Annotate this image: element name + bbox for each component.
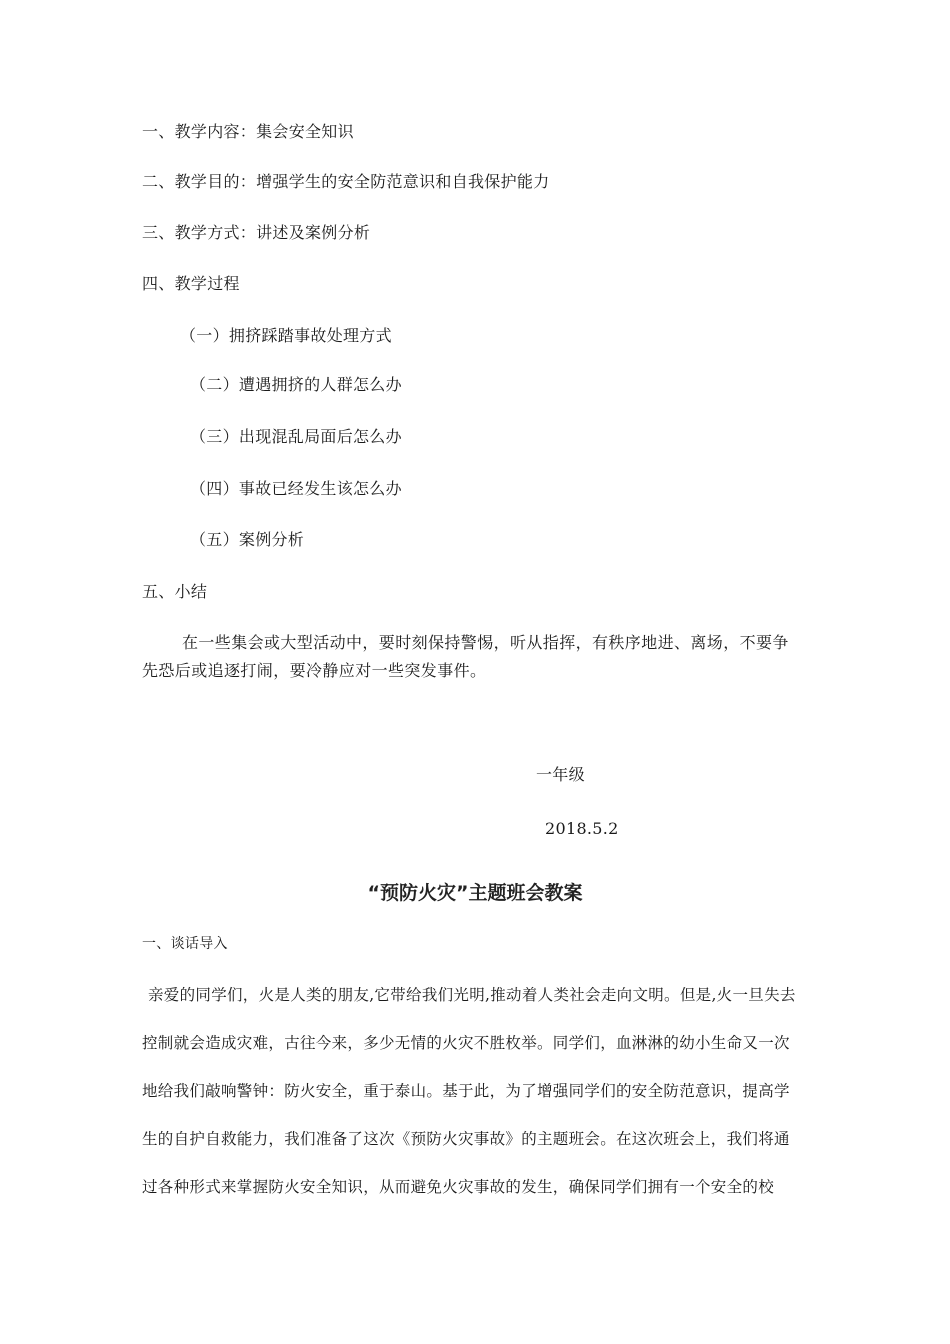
summary-title: 五、小结 — [142, 582, 208, 601]
item-teaching-content: 一、教学内容：集会安全知识 — [142, 122, 354, 141]
section-intro-heading: 一、谈话导入 — [142, 936, 228, 952]
sub-item-5: （五）案例分析 — [190, 530, 305, 549]
item-teaching-method: 三、教学方式：讲述及案例分析 — [142, 223, 371, 242]
item-teaching-goal: 二、教学目的：增强学生的安全防范意识和自我保护能力 — [142, 172, 550, 191]
summary-paragraph: 在一些集会或大型活动中，要时刻保持警惕，听从指挥，有秩序地进、离场，不要争先恐后或追逐打闹，要冷静应对一些突发事件。 — [142, 633, 789, 680]
date-label: 2018.5.2 — [545, 819, 619, 838]
sub-item-2: （二）遭遇拥挤的人群怎么办 — [190, 375, 402, 394]
item-teaching-process: 四、教学过程 — [142, 274, 240, 293]
sub-item-4: （四）事故已经发生该怎么办 — [190, 479, 402, 498]
sub-item-3: （三）出现混乱局面后怎么办 — [190, 427, 402, 446]
grade-label: 一年级 — [536, 765, 585, 784]
sub-item-1: （一）拥挤踩踏事故处理方式 — [180, 326, 392, 345]
intro-paragraph: 亲爱的同学们，火是人类的朋友,它带给我们光明,推动着人类社会走向文明。但是,火一旦失去控制就会造成灾难，古往今来，多少无情的火灾不胜枚举。同学们，血淋淋的幼小生命又一次地给我们敲响警钟：防火安全，重于泰山。基于此，为了增强同学们的安全防范意识，提高学生的自护自救能力，我们准备了这次《预防火灾事故》的主题班会。在这次班会上，我们将通过各种形式来掌握防火安全知识，从而避免火灾事故的发生，确保同学们拥有一个安全的校 — [142, 986, 796, 1196]
lesson-title: “预防火灾”主题班会教案 — [367, 882, 583, 904]
